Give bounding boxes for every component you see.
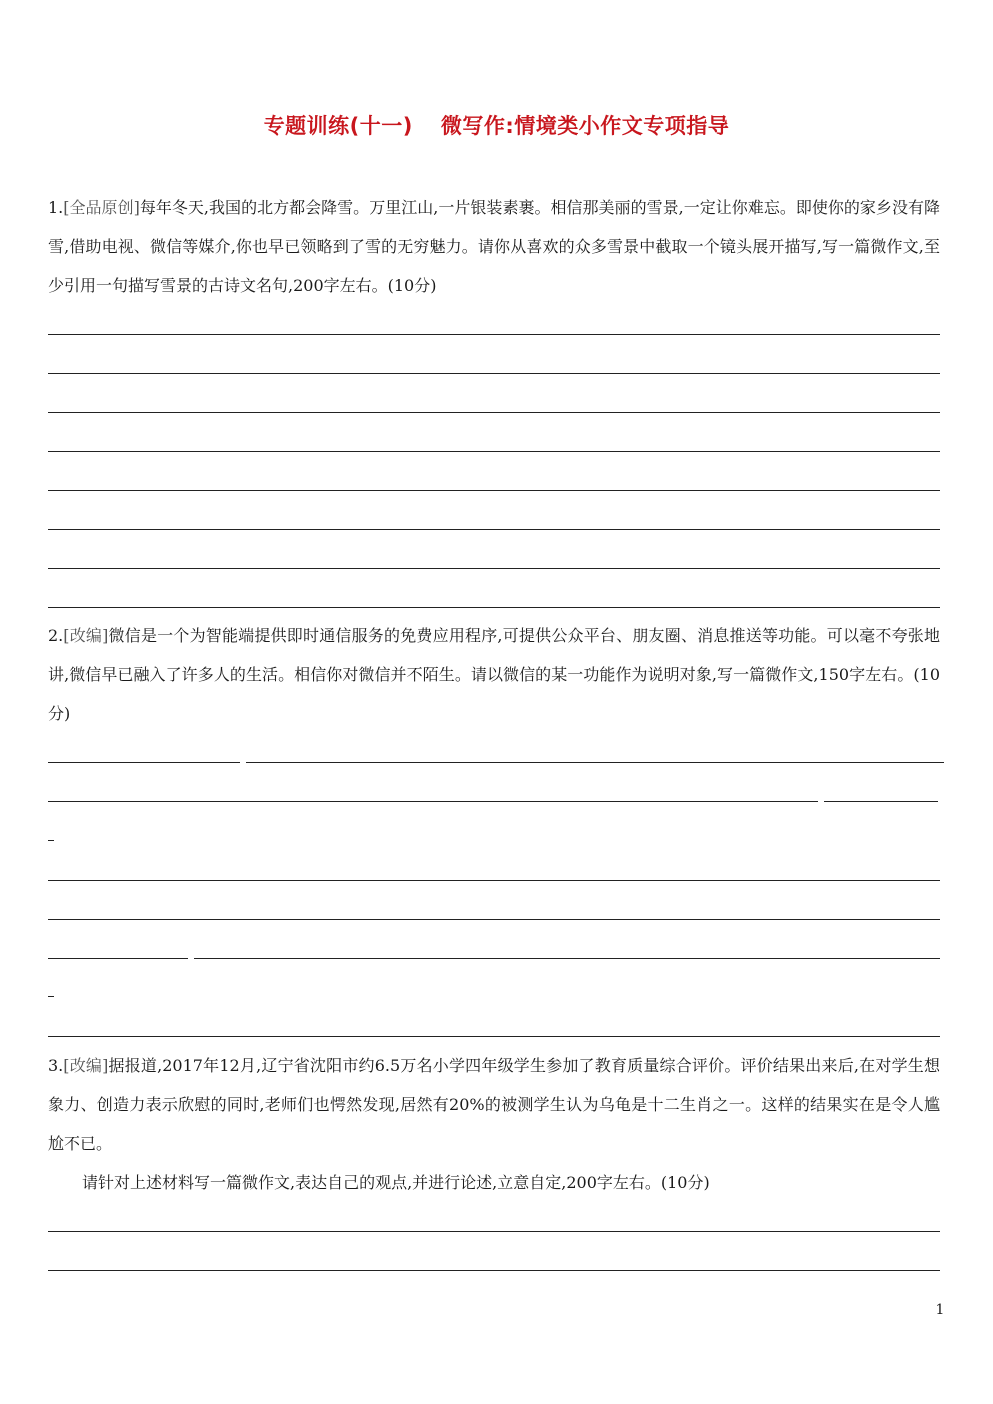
- question-1: [48, 188, 940, 305]
- question-2-number: 2.: [48, 626, 64, 645]
- question-2-source: [改编]: [63, 626, 109, 645]
- answer-line: [48, 568, 940, 569]
- question-1-text: 每年冬天,我国的北方都会降雪。万里江山,一片银装素裹。相信那美丽的雪景,一定让你难忘。即使你的家乡没有降雪,借助电视、微信等媒介,你也早已领略到了雪的无穷魅力。请你从喜欢的众多雪景中截取一个镜头展开描写,写一篇微作文,至少引用一句描写雪景的古诗文名句,200字左右。(10分): [48, 198, 940, 295]
- answer-line: [48, 762, 240, 763]
- title-part-1: 专题训练(十一): [263, 114, 413, 138]
- answer-line-fragment: [48, 840, 54, 841]
- question-3-source: [改编]: [63, 1056, 109, 1075]
- answer-line: [48, 451, 940, 452]
- question-3-prompt: 请针对上述材料写一篇微作文,表达自己的观点,并进行论述,立意自定,200字左右。(10分): [82, 1173, 710, 1192]
- page-title: [0, 110, 993, 140]
- answer-line: [48, 607, 940, 608]
- answer-line-fragment: [48, 996, 54, 997]
- answer-line: [246, 762, 944, 763]
- question-3-text: 据报道,2017年12月,辽宁省沈阳市约6.5万名小学四年级学生参加了教育质量综合评价。评价结果出来后,在对学生想象力、创造力表示欣慰的同时,老师们也愕然发现,居然有20%的被测学生认为乌龟是十二生肖之一。这样的结果实在是令人尴尬不已。: [48, 1056, 940, 1153]
- answer-line: [48, 1036, 940, 1037]
- answer-line: [48, 1270, 940, 1271]
- answer-line: [48, 529, 940, 530]
- answer-line: [48, 801, 818, 802]
- question-2-text: 微信是一个为智能端提供即时通信服务的免费应用程序,可提供公众平台、朋友圈、消息推送等功能。可以毫不夸张地讲,微信早已融入了许多人的生活。相信你对微信并不陌生。请以微信的某一功能作为说明对象,写一篇微作文,150字左右。(10分): [48, 626, 940, 723]
- question-2: [48, 616, 940, 733]
- answer-line: [48, 490, 940, 491]
- answer-line: [48, 412, 940, 413]
- answer-line: [824, 801, 938, 802]
- question-3-paragraph: [48, 1046, 940, 1163]
- answer-line: [194, 958, 940, 959]
- answer-line: [48, 958, 188, 959]
- title-part-2: 微写作:情境类小作文专项指导: [440, 114, 730, 138]
- page-number: 1: [935, 1302, 945, 1318]
- answer-line: [48, 919, 940, 920]
- question-3-number: 3.: [48, 1056, 64, 1075]
- answer-line: [48, 373, 940, 374]
- question-1-number: 1.: [48, 198, 64, 217]
- answer-line: [48, 1231, 940, 1232]
- answer-line: [48, 880, 940, 881]
- question-3: [48, 1046, 940, 1202]
- question-1-source: [全品原创]: [63, 198, 140, 217]
- answer-line: [48, 334, 940, 335]
